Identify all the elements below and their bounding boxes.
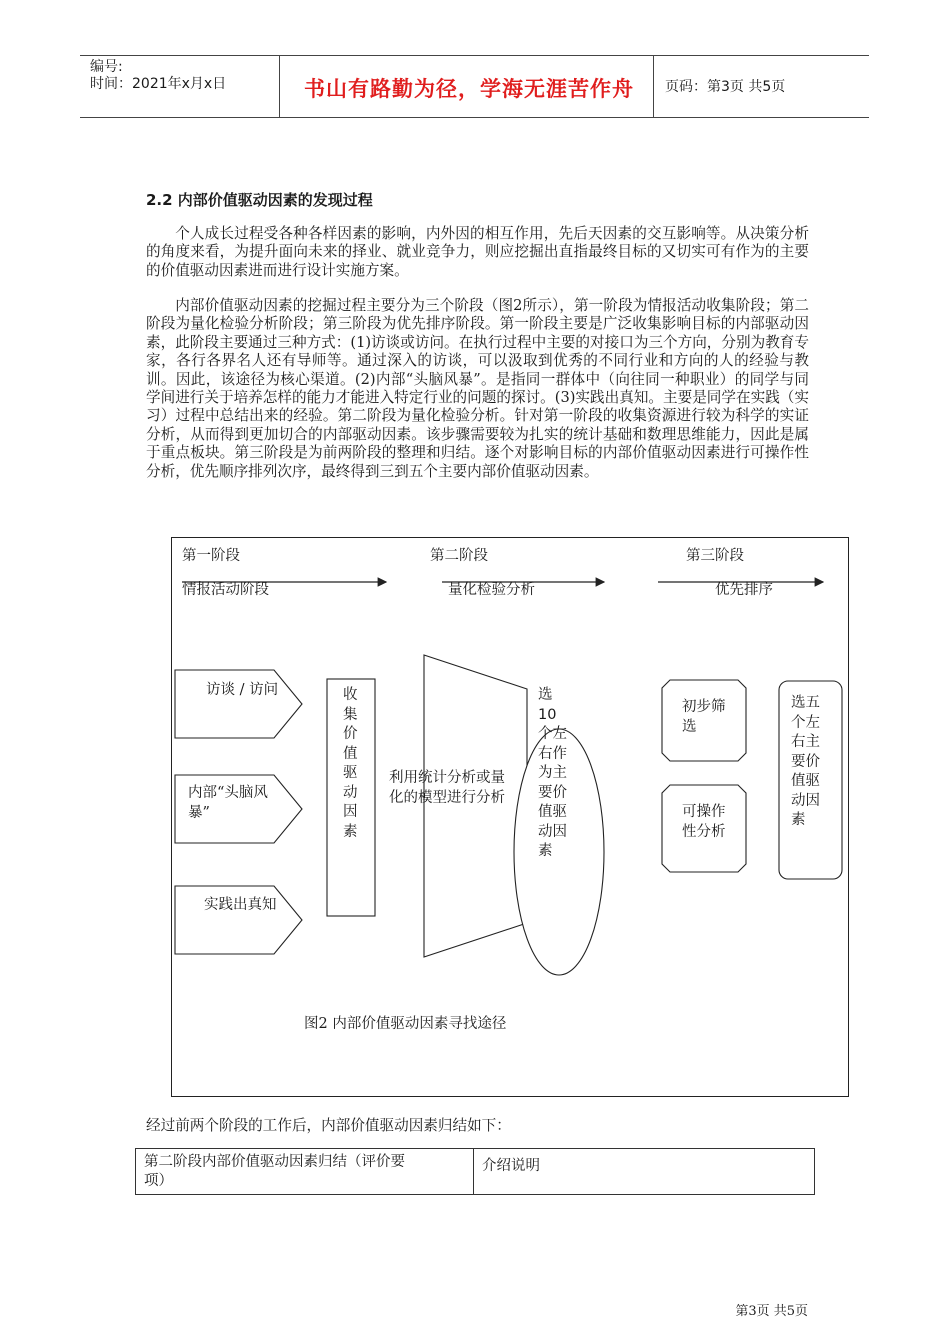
screen-label (682, 698, 726, 737)
select-five-line: 值驱 (791, 773, 820, 789)
header-divider (653, 55, 654, 117)
operable-label (682, 803, 726, 842)
table-header-line: 项） (144, 1173, 173, 1189)
select-five-line: 要价 (791, 753, 820, 770)
select-five-line: 选五 (791, 695, 820, 711)
select-five-line: 右主 (791, 734, 820, 750)
input-practice-label: 实践出真知 (204, 897, 277, 913)
screen-line: 选 (682, 718, 697, 735)
header-meta (90, 59, 226, 93)
select-ten-label (538, 686, 567, 862)
stage2-title: 第二阶段 (430, 548, 488, 564)
paragraph: 个人成长过程受各种各样因素的影响，内外因的相互作用，先后天因素的交互影响等。从决策分析的角度来看，为提升面向未来的择业、就业竞争力，则应挖掘出直指最终目标的又切实可有作为的主要的价值驱动因素进而进行设计实施方案。 (146, 225, 809, 279)
collect-char: 收 (343, 687, 358, 703)
select-ten-line: 动因 (538, 823, 567, 840)
input-brainstorm-line: 暴” (188, 804, 210, 821)
screen-line: 初步筛 (682, 699, 726, 715)
operable-line: 性分析 (682, 823, 726, 840)
select-ten-line: 右作 (538, 745, 567, 762)
document-time: 时间：2021年x月x日 (90, 76, 227, 92)
figure-caption: 图2 内部价值驱动因素寻找途径 (304, 1016, 507, 1032)
header-top-border (80, 55, 869, 56)
input-interview-label: 访谈 / 访问 (206, 682, 279, 698)
stage3-name: 优先排序 (715, 582, 773, 598)
input-brainstorm-label (188, 784, 268, 823)
stage2-name: 量化检验分析 (448, 582, 535, 598)
select-ten-line: 选 (538, 687, 553, 703)
header-page-number: 页码：第3页 共5页 (665, 79, 786, 95)
operable-line: 可操作 (682, 804, 726, 820)
process-diagram (171, 537, 849, 1097)
stage1-title: 第一阶段 (182, 548, 240, 564)
document-number: 编号: (90, 59, 123, 75)
stage1-name: 情报活动阶段 (182, 582, 269, 598)
section-heading: 2.2 内部价值驱动因素的发现过程 (146, 191, 373, 209)
collect-char: 集 (343, 706, 358, 723)
factor-table (135, 1148, 815, 1195)
analysis-label (389, 769, 519, 808)
header-divider (279, 55, 280, 117)
collect-char: 价 (343, 726, 358, 742)
collect-char: 因 (343, 804, 358, 820)
table-header-line: 第二阶段内部价值驱动因素归结（评价要 (144, 1154, 405, 1170)
input-brainstorm-line: 内部“头脑风 (188, 785, 268, 801)
analysis-line: 化的模型进行分析 (389, 789, 505, 806)
collect-char: 素 (343, 823, 358, 840)
select-five-line: 个左 (791, 714, 820, 731)
collect-char: 动 (343, 784, 358, 801)
select-ten-line: 个左 (538, 726, 567, 742)
analysis-line: 利用统计分析或量 (389, 770, 505, 786)
collect-label (343, 686, 358, 842)
collect-char: 值 (343, 745, 358, 762)
stage3-title: 第三阶段 (686, 548, 744, 564)
diagram-shapes (172, 538, 850, 1098)
page-header (80, 55, 869, 117)
page-footer: 第3页 共5页 (735, 1304, 808, 1319)
select-ten-line: 10 (538, 706, 557, 723)
summary-intro: 经过前两个阶段的工作后，内部价值驱动因素归结如下： (146, 1117, 511, 1134)
select-ten-line: 素 (538, 843, 553, 859)
select-five-line: 动因 (791, 792, 820, 809)
select-ten-line: 值驱 (538, 804, 567, 820)
collect-char: 驱 (343, 765, 358, 781)
select-five-line: 素 (791, 812, 806, 828)
header-motto: 书山有路勤为径，学海无涯苦作舟 (304, 77, 634, 101)
header-bottom-border (80, 117, 869, 118)
select-five-label (791, 694, 820, 831)
select-ten-line: 为主 (538, 765, 567, 781)
table-header-factor (136, 1149, 474, 1194)
select-ten-line: 要价 (538, 784, 567, 801)
paragraph: 内部价值驱动因素的挖掘过程主要分为三个阶段（图2所示），第一阶段为情报活动收集阶段；第二阶段为量化检验分析阶段；第三阶段为优先排序阶段。第一阶段主要是广泛收集影响目标的内部驱动因素，此阶段主要通过三种方式：(1)访谈或访问。在执行过程中主要的对接口为三个方向，分别为教育专家，各行各界名人还有导师等。通过深入的访谈，可以汲取到优秀的不同行业和方向的人的经验与教训。因此，该途径为核心渠道。(2)内部“头脑风暴”。是指同一群体中（向往同一种职业）的同学与同学间进行关于培养怎样的能力才能进入特定行业的问题的探讨。(3)实践出真知。主要是同学在实践（实习）过程中总结出来的经验。第二阶段为量化检验分析。针对第一阶段的收集资源进行较为科学的实证分析，从而得到更加切合的内部驱动因素。该步骤需要较为扎实的统计基础和数理思维能力，因此是属于重点板块。第三阶段是为前两阶段的整理和归结。逐个对影响目标的内部价值驱动因素进行可操作性分析，优先顺序排列次序，最终得到三到五个主要内部价值驱动因素。 (146, 297, 809, 480)
table-header-description: 介绍说明 (482, 1158, 540, 1174)
